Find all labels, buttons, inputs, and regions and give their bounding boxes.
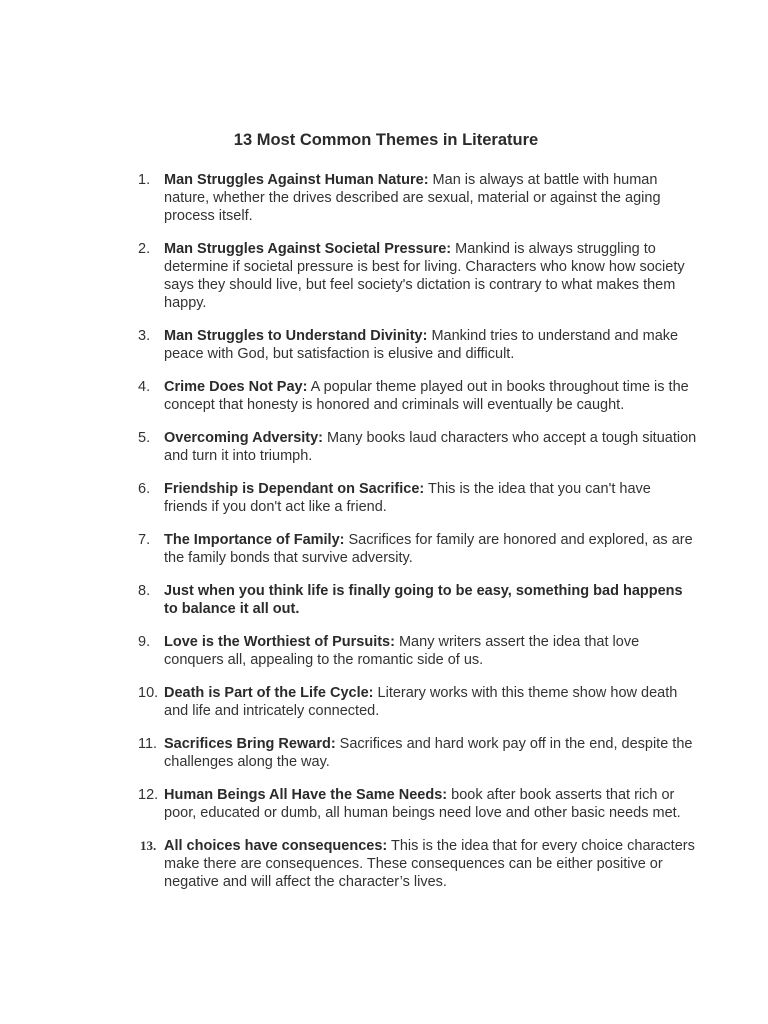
item-number: 1. bbox=[138, 172, 151, 188]
item-number: 3. bbox=[138, 328, 151, 344]
theme-term: Man Struggles Against Societal Pressure: bbox=[164, 241, 452, 257]
theme-description: A popular theme played out in books throughout time is the concept that honesty is honored and criminals will eventually be caught. bbox=[164, 379, 689, 413]
item-number: 6. bbox=[138, 481, 151, 497]
theme-description: Many writers assert the idea that love conquers all, appealing to the romantic side of us. bbox=[164, 634, 640, 668]
list-item bbox=[138, 531, 698, 567]
theme-description: book after book asserts that rich or poor, educated or dumb, all human beings need love and other basic needs met. bbox=[164, 787, 681, 821]
theme-term: Just when you think life is finally going to be easy, something bad happens to balance it all out. bbox=[164, 583, 683, 617]
theme-description: This is the idea that you can't have friends if you don't act like a friend. bbox=[164, 481, 651, 515]
item-number: 5. bbox=[138, 430, 151, 446]
item-number: 7. bbox=[138, 532, 151, 548]
item-number: 8. bbox=[138, 583, 151, 599]
theme-term: Man Struggles to Understand Divinity: bbox=[164, 328, 428, 344]
list-item bbox=[138, 837, 698, 891]
page-title: 13 Most Common Themes in Literature bbox=[233, 131, 539, 149]
theme-description: This is the idea that for every choice characters make there are consequences. These consequences can be either positive or negative and will affect the character’s lives. bbox=[164, 838, 695, 890]
item-number: 2. bbox=[138, 241, 151, 257]
list-item bbox=[138, 171, 698, 225]
theme-description: Sacrifices and hard work pay off in the end, despite the challenges along the way. bbox=[164, 736, 693, 770]
item-number: 12. bbox=[138, 787, 159, 803]
themes-list bbox=[138, 171, 698, 906]
list-item bbox=[138, 429, 698, 465]
list-item bbox=[138, 480, 698, 516]
theme-term: Overcoming Adversity: bbox=[164, 430, 324, 446]
theme-description: Many books laud characters who accept a tough situation and turn it into triumph. bbox=[164, 430, 697, 464]
theme-term: Friendship is Dependant on Sacrifice: bbox=[164, 481, 425, 497]
list-item bbox=[138, 327, 698, 363]
list-item bbox=[138, 786, 698, 822]
theme-term: The Importance of Family: bbox=[164, 532, 345, 548]
theme-term: Man Struggles Against Human Nature: bbox=[164, 172, 429, 188]
item-number: 9. bbox=[138, 634, 151, 650]
theme-description: Sacrifices for family are honored and explored, as are the family bonds that survive adversity. bbox=[164, 532, 693, 566]
theme-term: Death is Part of the Life Cycle: bbox=[164, 685, 374, 701]
list-item bbox=[138, 684, 698, 720]
item-number: 11. bbox=[138, 736, 158, 752]
theme-term: All choices have consequences: bbox=[164, 838, 388, 854]
list-item bbox=[138, 378, 698, 414]
theme-description: Man is always at battle with human nature, whether the drives described are sexual, material or against the aging process itself. bbox=[164, 172, 661, 224]
item-number: 10. bbox=[138, 685, 159, 701]
list-item bbox=[138, 633, 698, 669]
list-item bbox=[138, 582, 698, 618]
item-number: 13. bbox=[140, 838, 157, 853]
list-item bbox=[138, 735, 698, 771]
theme-description: Literary works with this theme show how death and life and intricately connected. bbox=[164, 685, 678, 719]
theme-description: Mankind tries to understand and make peace with God, but satisfaction is elusive and difficult. bbox=[164, 328, 679, 362]
theme-term: Love is the Worthiest of Pursuits: bbox=[164, 634, 395, 650]
theme-description: Mankind is always struggling to determine if societal pressure is best for living. Characters who know how society says they should live, but feel society's dictation is contrary to what makes them happy. bbox=[164, 241, 685, 311]
theme-term: Human Beings All Have the Same Needs: bbox=[164, 787, 448, 803]
theme-term: Sacrifices Bring Reward: bbox=[164, 736, 336, 752]
list-item bbox=[138, 240, 698, 312]
theme-term: Crime Does Not Pay: bbox=[164, 379, 308, 395]
item-number: 4. bbox=[138, 379, 151, 395]
